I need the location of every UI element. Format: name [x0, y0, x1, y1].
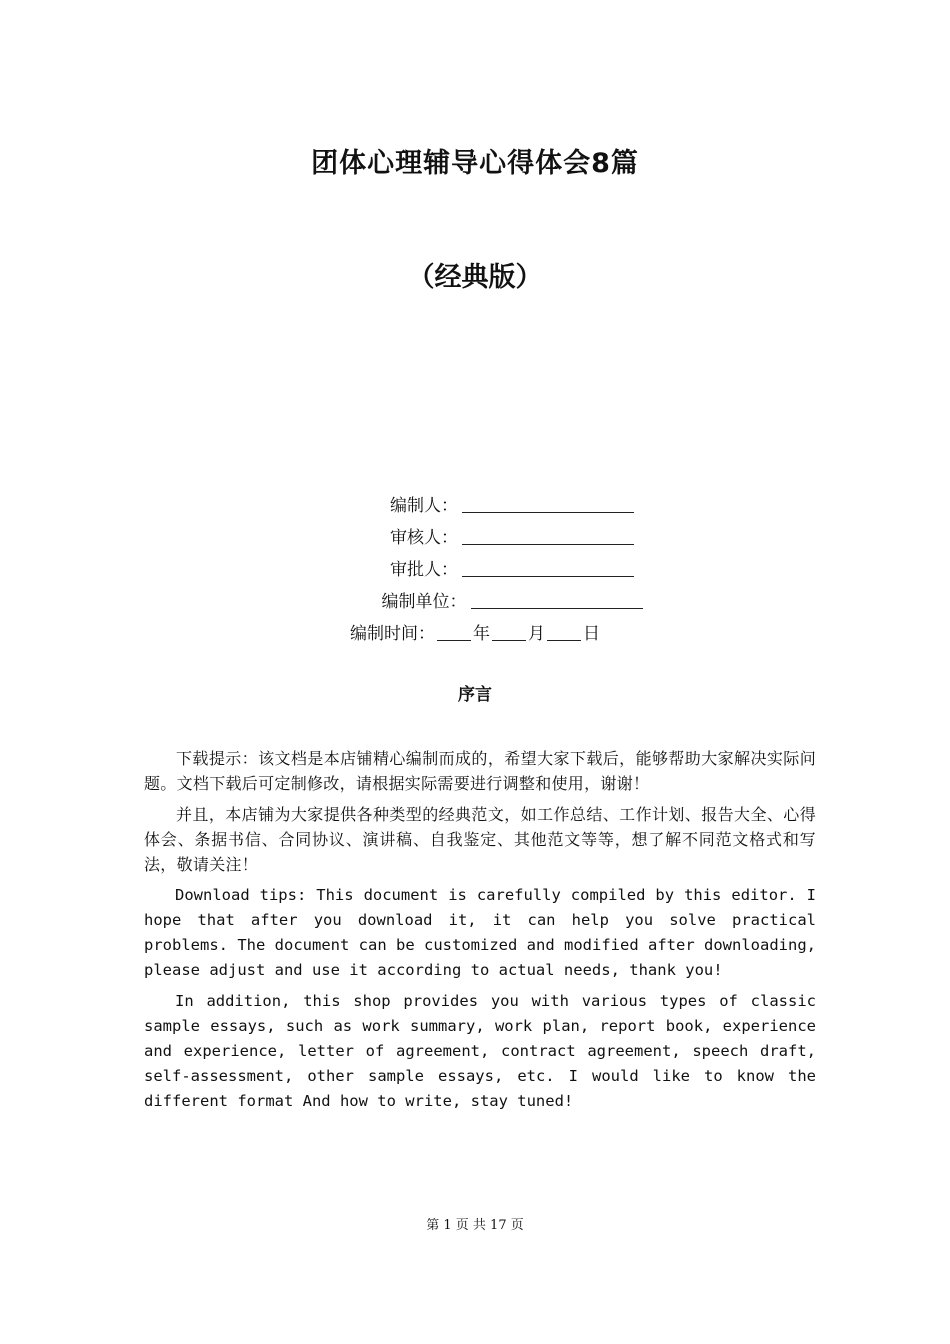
form-label-unit: 编制单位：	[381, 591, 467, 612]
form-row-editor	[0, 487, 950, 519]
preface-paragraph-cn-1: 下载提示：该文档是本店铺精心编制而成的，希望大家下载后，能够帮助大家解决实际问题。文档下载后可定制修改，请根据实际需要进行调整和使用，谢谢！	[144, 749, 816, 793]
form-blank-unit	[471, 590, 643, 609]
date-unit-month: 月	[528, 623, 545, 644]
date-blank-year	[437, 622, 471, 641]
form-row-approver	[0, 551, 950, 583]
date-unit-day: 日	[583, 623, 600, 644]
preface-body	[144, 746, 816, 1120]
document-title: 团体心理辅导心得体会8篇	[311, 148, 639, 179]
form-label-editor: 编制人：	[390, 495, 458, 516]
preface-paragraph-en-1: Download tips: This document is carefully compiled by this editor. I hope that after you download it, it can help you solve practical problems. The document can be customized and modified after downloading, please adjust and use it according to actual needs, thank you!	[144, 886, 816, 979]
date-blank-month	[492, 622, 526, 641]
form-blank-editor	[462, 494, 634, 513]
form-blank-reviewer	[462, 526, 634, 545]
preface-paragraph-en-2: In addition, this shop provides you with various types of classic sample essays, such as work summary, work plan, report book, experience and experience, letter of agreement, contract agreement, speech draft, self-assessment, other sample essays, etc. I would like to know the different format And how to write, stay tuned!	[144, 992, 816, 1110]
page-footer: 第 1 页 共 17 页	[426, 1218, 524, 1233]
preface-paragraph-cn-2: 并且，本店铺为大家提供各种类型的经典范文，如工作总结、工作计划、报告大全、心得体会、条据书信、合同协议、演讲稿、自我鉴定、其他范文等等，想了解不同范文格式和写法，敬请关注！	[144, 805, 816, 874]
metadata-form	[0, 487, 950, 647]
form-label-approver: 审批人：	[390, 559, 458, 580]
preface-heading: 序言	[458, 685, 492, 705]
form-blank-approver	[462, 558, 634, 577]
date-unit-year: 年	[473, 623, 490, 644]
date-blank-day	[547, 622, 581, 641]
form-row-unit	[0, 583, 950, 615]
form-row-reviewer	[0, 519, 950, 551]
document-subtitle: （经典版）	[407, 262, 543, 293]
form-row-date	[0, 615, 950, 647]
form-label-date: 编制时间：	[350, 623, 435, 644]
form-label-reviewer: 审核人：	[390, 527, 458, 548]
